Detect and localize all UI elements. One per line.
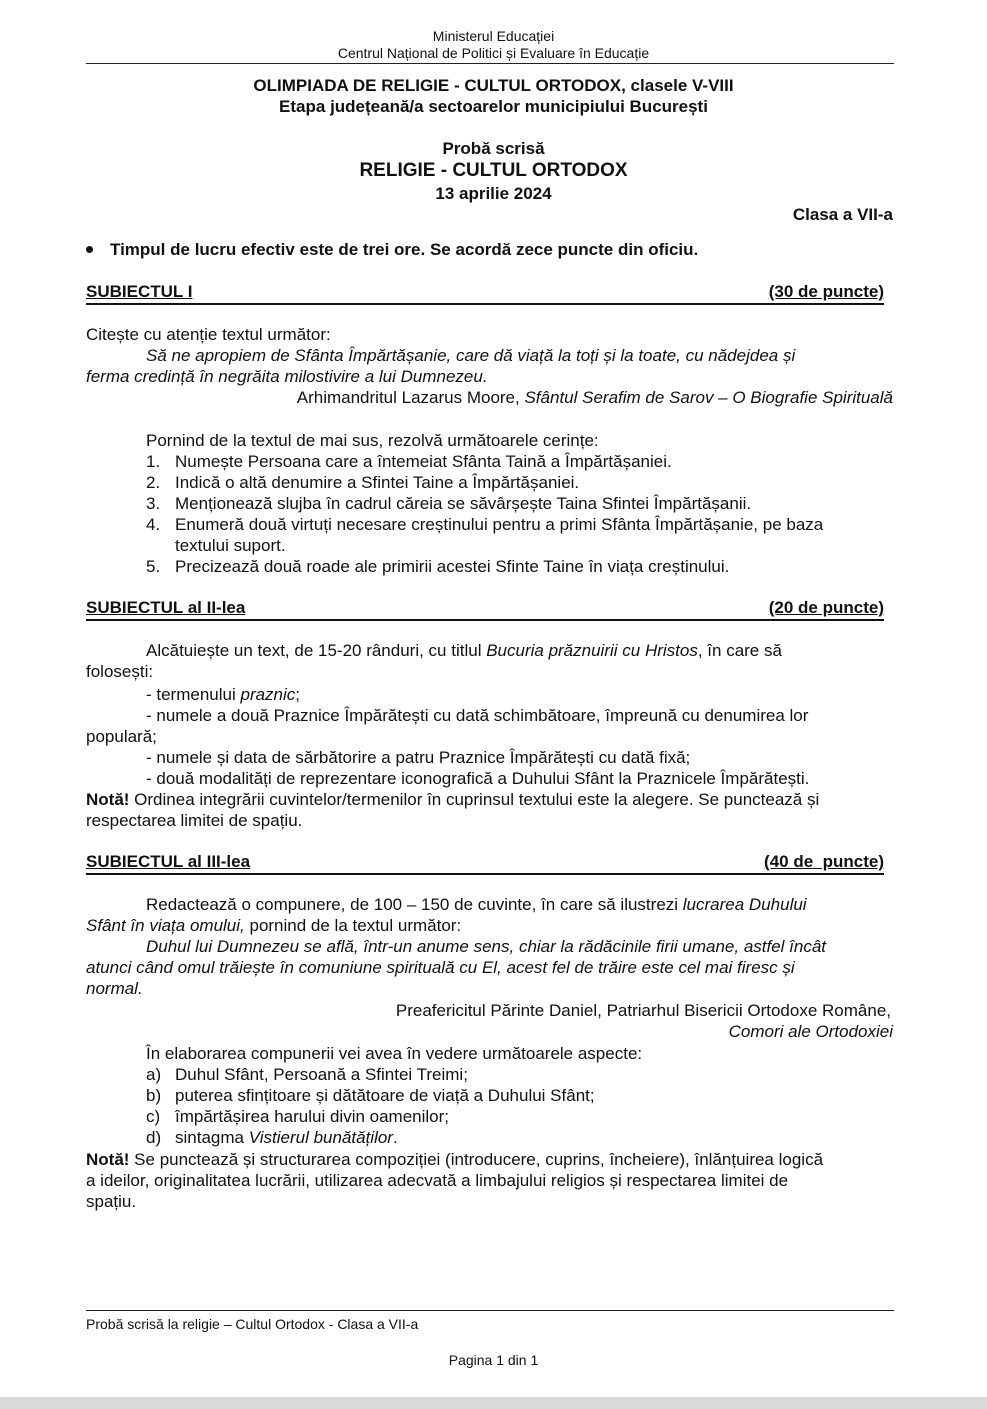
s3-aspect-a-label: a) (146, 1065, 162, 1084)
s1-item-3: Menționează slujba în cadrul căreia se săvârșește Taina Sfintei Împărtășanii. (175, 494, 752, 513)
s3-intro-a: Redactează o compunere, de 100 – 150 de cuvinte, în care să ilustrezi (146, 895, 683, 914)
s3-intro-line2 (86, 915, 461, 936)
section-3-title: SUBIECTUL al III-lea (86, 852, 251, 871)
s3-aspect-b-label: b) (146, 1086, 162, 1105)
s1-author: Arhimandritul Lazarus Moore, (296, 388, 525, 407)
s2-essay-title: Bucuria prăznuirii cu Hristos (486, 641, 698, 660)
s3-note (86, 1149, 823, 1170)
footer-divider (86, 1310, 894, 1311)
section-2-title: SUBIECTUL al II-lea (86, 598, 246, 617)
s3-aspect-a: Duhul Sfânt, Persoană a Sfintei Treimi; (175, 1065, 468, 1084)
s2-bullet-2: - numele a două Praznice Împărătești cu dată schimbătoare, împreună cu denumirea lor (146, 706, 809, 725)
s1-item-1: Numește Persoana care a întemeiat Sfânta Taină a Împărtășaniei. (175, 452, 672, 471)
s1-item-2: Indică o altă denumire a Sfintei Taine a Împărtășaniei. (175, 473, 580, 492)
s3-aspects-intro: În elaborarea compunerii vei avea în vedere următoarele aspecte: (146, 1044, 643, 1063)
s1-work: Sfântul Serafim de Sarov – O Biografie Spirituală (524, 388, 893, 407)
s3-author: Preafericitul Părinte Daniel, Patriarhul Bisericii Ortodoxe Române, (395, 1001, 891, 1020)
s2-b1-a: - termenului (146, 685, 241, 704)
s1-item-4-cont: textului suport. (175, 536, 286, 555)
s2-note-label: Notă! (86, 790, 130, 809)
s2-note-line2: respectarea limitei de spațiu. (86, 811, 303, 830)
header-divider (86, 63, 894, 64)
s3-aspect-d-a: sintagma (175, 1128, 249, 1147)
s1-item-4: Enumeră două virtuți necesare creștinului pentru a primi Sfânta Împărtășanie, pe baza (175, 515, 824, 534)
section-1-title: SUBIECTUL I (86, 282, 193, 301)
s1-item-3-num: 3. (146, 494, 161, 513)
s3-quote-line3: normal. (86, 979, 143, 998)
s1-item-5: Precizează două roade ale primirii acestei Sfinte Taine în viața creștinului. (175, 557, 730, 576)
s2-bullet-1 (146, 684, 300, 705)
s2-intro-a: Alcătuiește un text, de 15-20 rânduri, cu titlul (146, 641, 487, 660)
s3-quote-line2: atunci când omul trăiește în comuniune spirituală cu El, acest fel de trăire este cel mai firesc și (86, 958, 795, 977)
s3-aspect-b: puterea sfințitoare și dătătoare de viață a Duhului Sfânt; (175, 1086, 595, 1105)
s1-item-5-num: 5. (146, 557, 161, 576)
s2-b1-term: praznic (240, 685, 296, 704)
s2-note-line1: Ordinea integrării cuvintelor/termenilor în cuprinsul textului este la alegere. Se punctează și (129, 790, 820, 809)
s3-aspect-d-label: d) (146, 1128, 162, 1147)
scan-edge (0, 1397, 987, 1409)
s3-intro (146, 894, 807, 915)
footer-left: Probă scrisă la religie – Cultul Ortodox - Clasa a VII-a (86, 1316, 419, 1332)
section-2-header (86, 597, 884, 621)
section-1-header (86, 281, 884, 305)
s3-aspect-c-label: c) (146, 1107, 161, 1126)
s3-intro-b: pornind de la textul următor: (244, 916, 462, 935)
section-3-points: (40 de puncte) (764, 852, 884, 871)
section-1-points: (30 de puncte) (768, 282, 884, 301)
s1-quote-line1: Să ne apropiem de Sfânta Împărtășanie, care dă viață la toți și la toate, cu nădejdea și (146, 346, 796, 365)
center-name: Centrul Național de Politici și Evaluare în Educație (337, 45, 650, 61)
exam-type: Probă scrisă (442, 139, 545, 158)
s2-b1-b: ; (295, 685, 301, 704)
s2-bullet-3: - numele și data de sărbătorire a patru Praznice Împărătești cu dată fixă; (146, 748, 691, 767)
s1-item-4-num: 4. (146, 515, 161, 534)
section-2-points: (20 de puncte) (768, 598, 884, 617)
s3-aspect-d-end: . (392, 1128, 398, 1147)
ministry-name: Ministerul Educației (432, 28, 555, 44)
s3-aspect-d-term: Vistierul bunătăților (248, 1128, 393, 1147)
s3-note-label: Notă! (86, 1150, 130, 1169)
exam-date: 13 aprilie 2024 (435, 184, 552, 203)
s2-intro (146, 640, 894, 661)
s3-note-line3: spațiu. (86, 1192, 137, 1211)
time-instruction: Timpul de lucru efectiv este de trei ore. Se acordă zece puncte din oficiu. (110, 240, 699, 259)
stage-title: Etapa județeană/a sectoarelor municipiului București (279, 97, 708, 116)
s2-note (86, 789, 819, 810)
grade-label: Clasa a VII-a (792, 205, 893, 224)
s3-intro-topic-cont: Sfânt în viața omului, (86, 916, 245, 935)
s1-source (297, 387, 893, 408)
s2-bullet-2-cont: populară; (86, 727, 157, 746)
s1-item-2-num: 2. (146, 473, 161, 492)
s3-note-line1: Se punctează și structurarea compoziției (introducere, cuprins, încheiere), înlănțuirea logică (129, 1150, 824, 1169)
s2-intro-line2: folosești: (86, 662, 154, 681)
s3-aspect-d (175, 1127, 398, 1148)
bullet-icon (86, 246, 93, 253)
s3-aspect-c: împărtășirea harului divin oamenilor; (175, 1107, 450, 1126)
s2-intro-b: , în care să (697, 641, 782, 660)
s1-quote-line2: ferma credință în negrăita milostivire a lui Dumnezeu. (86, 367, 488, 386)
s3-intro-topic: lucrarea Duhului (682, 895, 807, 914)
s1-task-intro: Pornind de la textul de mai sus, rezolvă următoarele cerințe: (146, 431, 599, 450)
olympiad-title: OLIMPIADA DE RELIGIE - CULTUL ORTODOX, clasele V-VIII (253, 76, 734, 95)
s3-quote-line1: Duhul lui Dumnezeu se află, într-un anume sens, chiar la rădăcinile firii umane, astfel încât (146, 937, 827, 956)
s1-intro: Citește cu atenție textul următor: (86, 325, 331, 344)
subject-title: RELIGIE - CULTUL ORTODOX (359, 160, 628, 181)
section-3-header (86, 851, 884, 875)
s2-bullet-4: - două modalități de reprezentare iconografică a Duhului Sfânt la Praznicele Împărătești. (146, 769, 810, 788)
s3-work: Comori ale Ortodoxiei (728, 1022, 893, 1041)
s1-item-1-num: 1. (146, 452, 161, 471)
page-number: Pagina 1 din 1 (448, 1352, 539, 1368)
s3-note-line2: a ideilor, originalitatea lucrării, utilizarea adecvată a limbajului religios și respectarea limitei de (86, 1171, 789, 1190)
